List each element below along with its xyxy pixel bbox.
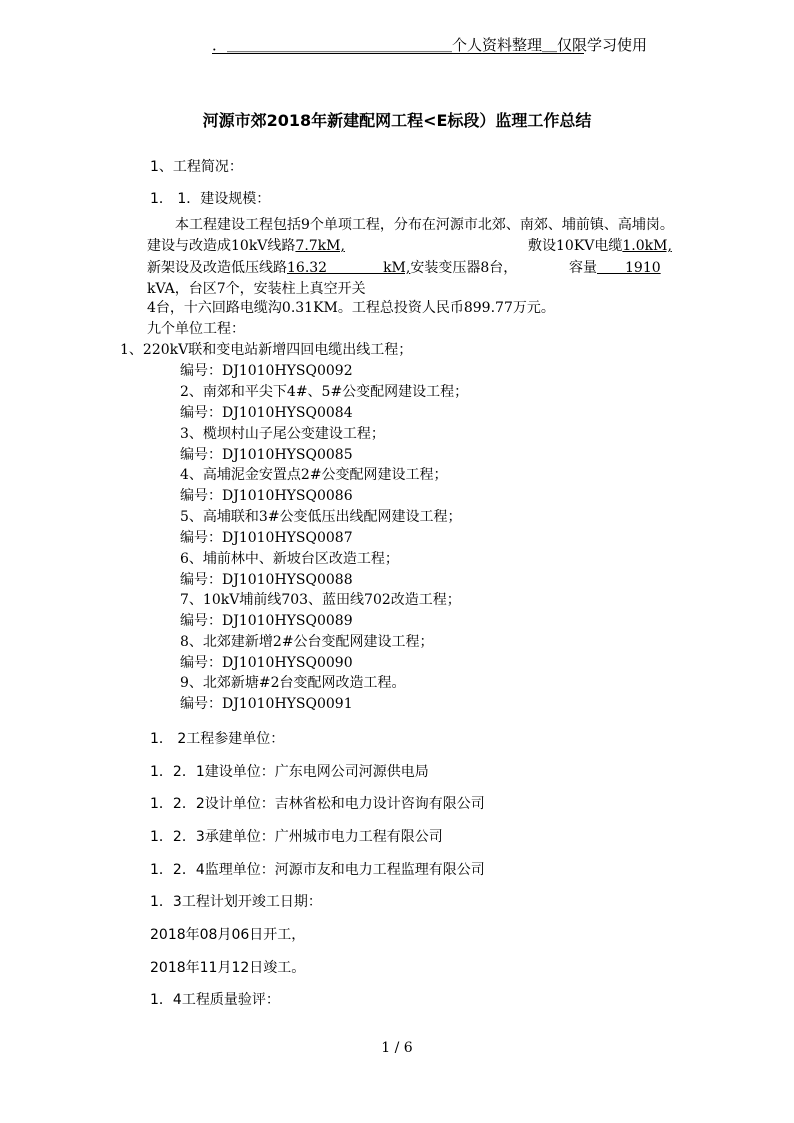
document-title: 河源市郊2018年新建配网工程<E标段）监理工作总结: [202, 111, 592, 130]
unit-4-code: 编号：DJ1010HYSQ0086: [180, 488, 353, 504]
unit-1-name: 1、220kV联和变电站新增四回电缆出线工程；: [120, 342, 413, 358]
scale-line-3-capacity: [569, 257, 661, 277]
unit-6-code: 编号：DJ1010HYSQ0088: [180, 572, 353, 588]
end-date: 2018年11月12日竣工。: [150, 960, 306, 976]
unit-9-code: 编号：DJ1010HYSQ0091: [180, 696, 353, 712]
unit-2-name: 2、南郊和平尖下4#、5#公变配网建设工程；: [180, 384, 469, 400]
section-1-heading: 1、工程简况：: [150, 159, 243, 175]
cable-length-value: 1.0kM,: [622, 238, 672, 254]
scale-line-2-cable: [528, 235, 672, 255]
page-header: ．＿＿＿＿＿＿＿＿＿＿＿＿＿＿＿个人资料整理＿仅限学习使用: [212, 36, 648, 54]
section-1-3-heading: 1．3工程计划开竣工日期：: [150, 894, 322, 910]
unit-7-code: 编号：DJ1010HYSQ0089: [180, 613, 353, 629]
header-underline: [212, 53, 584, 54]
unit-3-code: 编号：DJ1010HYSQ0085: [180, 447, 353, 463]
unit-7-name: 7、10kV埔前线703、蓝田线702改造工程；: [180, 592, 461, 608]
page-number: 1 / 6: [381, 1040, 413, 1056]
capacity-value: 1910: [597, 260, 661, 276]
scale-line-4: kVA，台区7个，安装柱上真空开关: [147, 281, 366, 297]
unit-3-name: 3、榄坝村山子尾公变建设工程；: [180, 426, 385, 442]
scale-line-2: [147, 235, 345, 255]
section-1-1-heading: 1． 1．建设规模：: [150, 191, 271, 207]
unit-5-name: 5、高埔联和3#公变低压出线配网建设工程；: [180, 509, 462, 525]
unit-8-code: 编号：DJ1010HYSQ0090: [180, 655, 353, 671]
section-1-4-heading: 1．4工程质量验评：: [150, 992, 280, 1008]
scale-line-3-text-c: 安装变压器8台，: [410, 260, 518, 276]
construction-unit: 1．2．1建设单位：广东电网公司河源供电局: [150, 764, 429, 780]
capacity-label: 容量: [569, 260, 597, 276]
line-length-value: 7.7kM,: [295, 238, 345, 254]
design-unit: 1．2．2设计单位：吉林省松和电力设计咨询有限公司: [150, 796, 485, 812]
unit-4-name: 4、高埔泥金安置点2#公变配网建设工程；: [180, 467, 448, 483]
start-date: 2018年08月06日开工，: [150, 927, 306, 943]
contractor-unit: 1．2．3承建单位：广州城市电力工程有限公司: [150, 829, 443, 845]
unit-5-code: 编号：DJ1010HYSQ0087: [180, 530, 353, 546]
unit-2-code: 编号：DJ1010HYSQ0084: [180, 405, 353, 421]
units-heading: 九个单位工程：: [147, 321, 245, 337]
scale-line-1: 本工程建设工程包括9个单项工程，分布在河源市北郊、南郊、埔前镇、高埔岗。: [175, 217, 674, 233]
unit-8-name: 8、北郊建新增2#公台变配网建设工程；: [180, 634, 434, 650]
unit-9-name: 9、北郊新塘#2台变配网改造工程。: [180, 675, 406, 691]
unit-6-name: 6、埔前林中、新坡台区改造工程；: [180, 551, 399, 567]
lv-line-length-value: 16.32 kM,: [287, 260, 411, 276]
section-1-2-heading: 1． 2工程参建单位：: [150, 731, 285, 747]
unit-1-code: 编号：DJ1010HYSQ0092: [180, 363, 353, 379]
scale-line-5: 4台，十六回路电缆沟0.31KM。工程总投资人民币899.77万元。: [147, 300, 555, 316]
scale-line-2-text-c: 敷设10KV电缆: [528, 238, 623, 254]
scale-line-3: [147, 257, 517, 277]
scale-line-3-text-a: 新架设及改造低压线路: [147, 260, 287, 276]
scale-line-2-text-a: 建设与改造成10kV线路: [147, 238, 296, 254]
supervision-unit: 1．2．4监理单位：河源市友和电力工程监理有限公司: [150, 862, 485, 878]
